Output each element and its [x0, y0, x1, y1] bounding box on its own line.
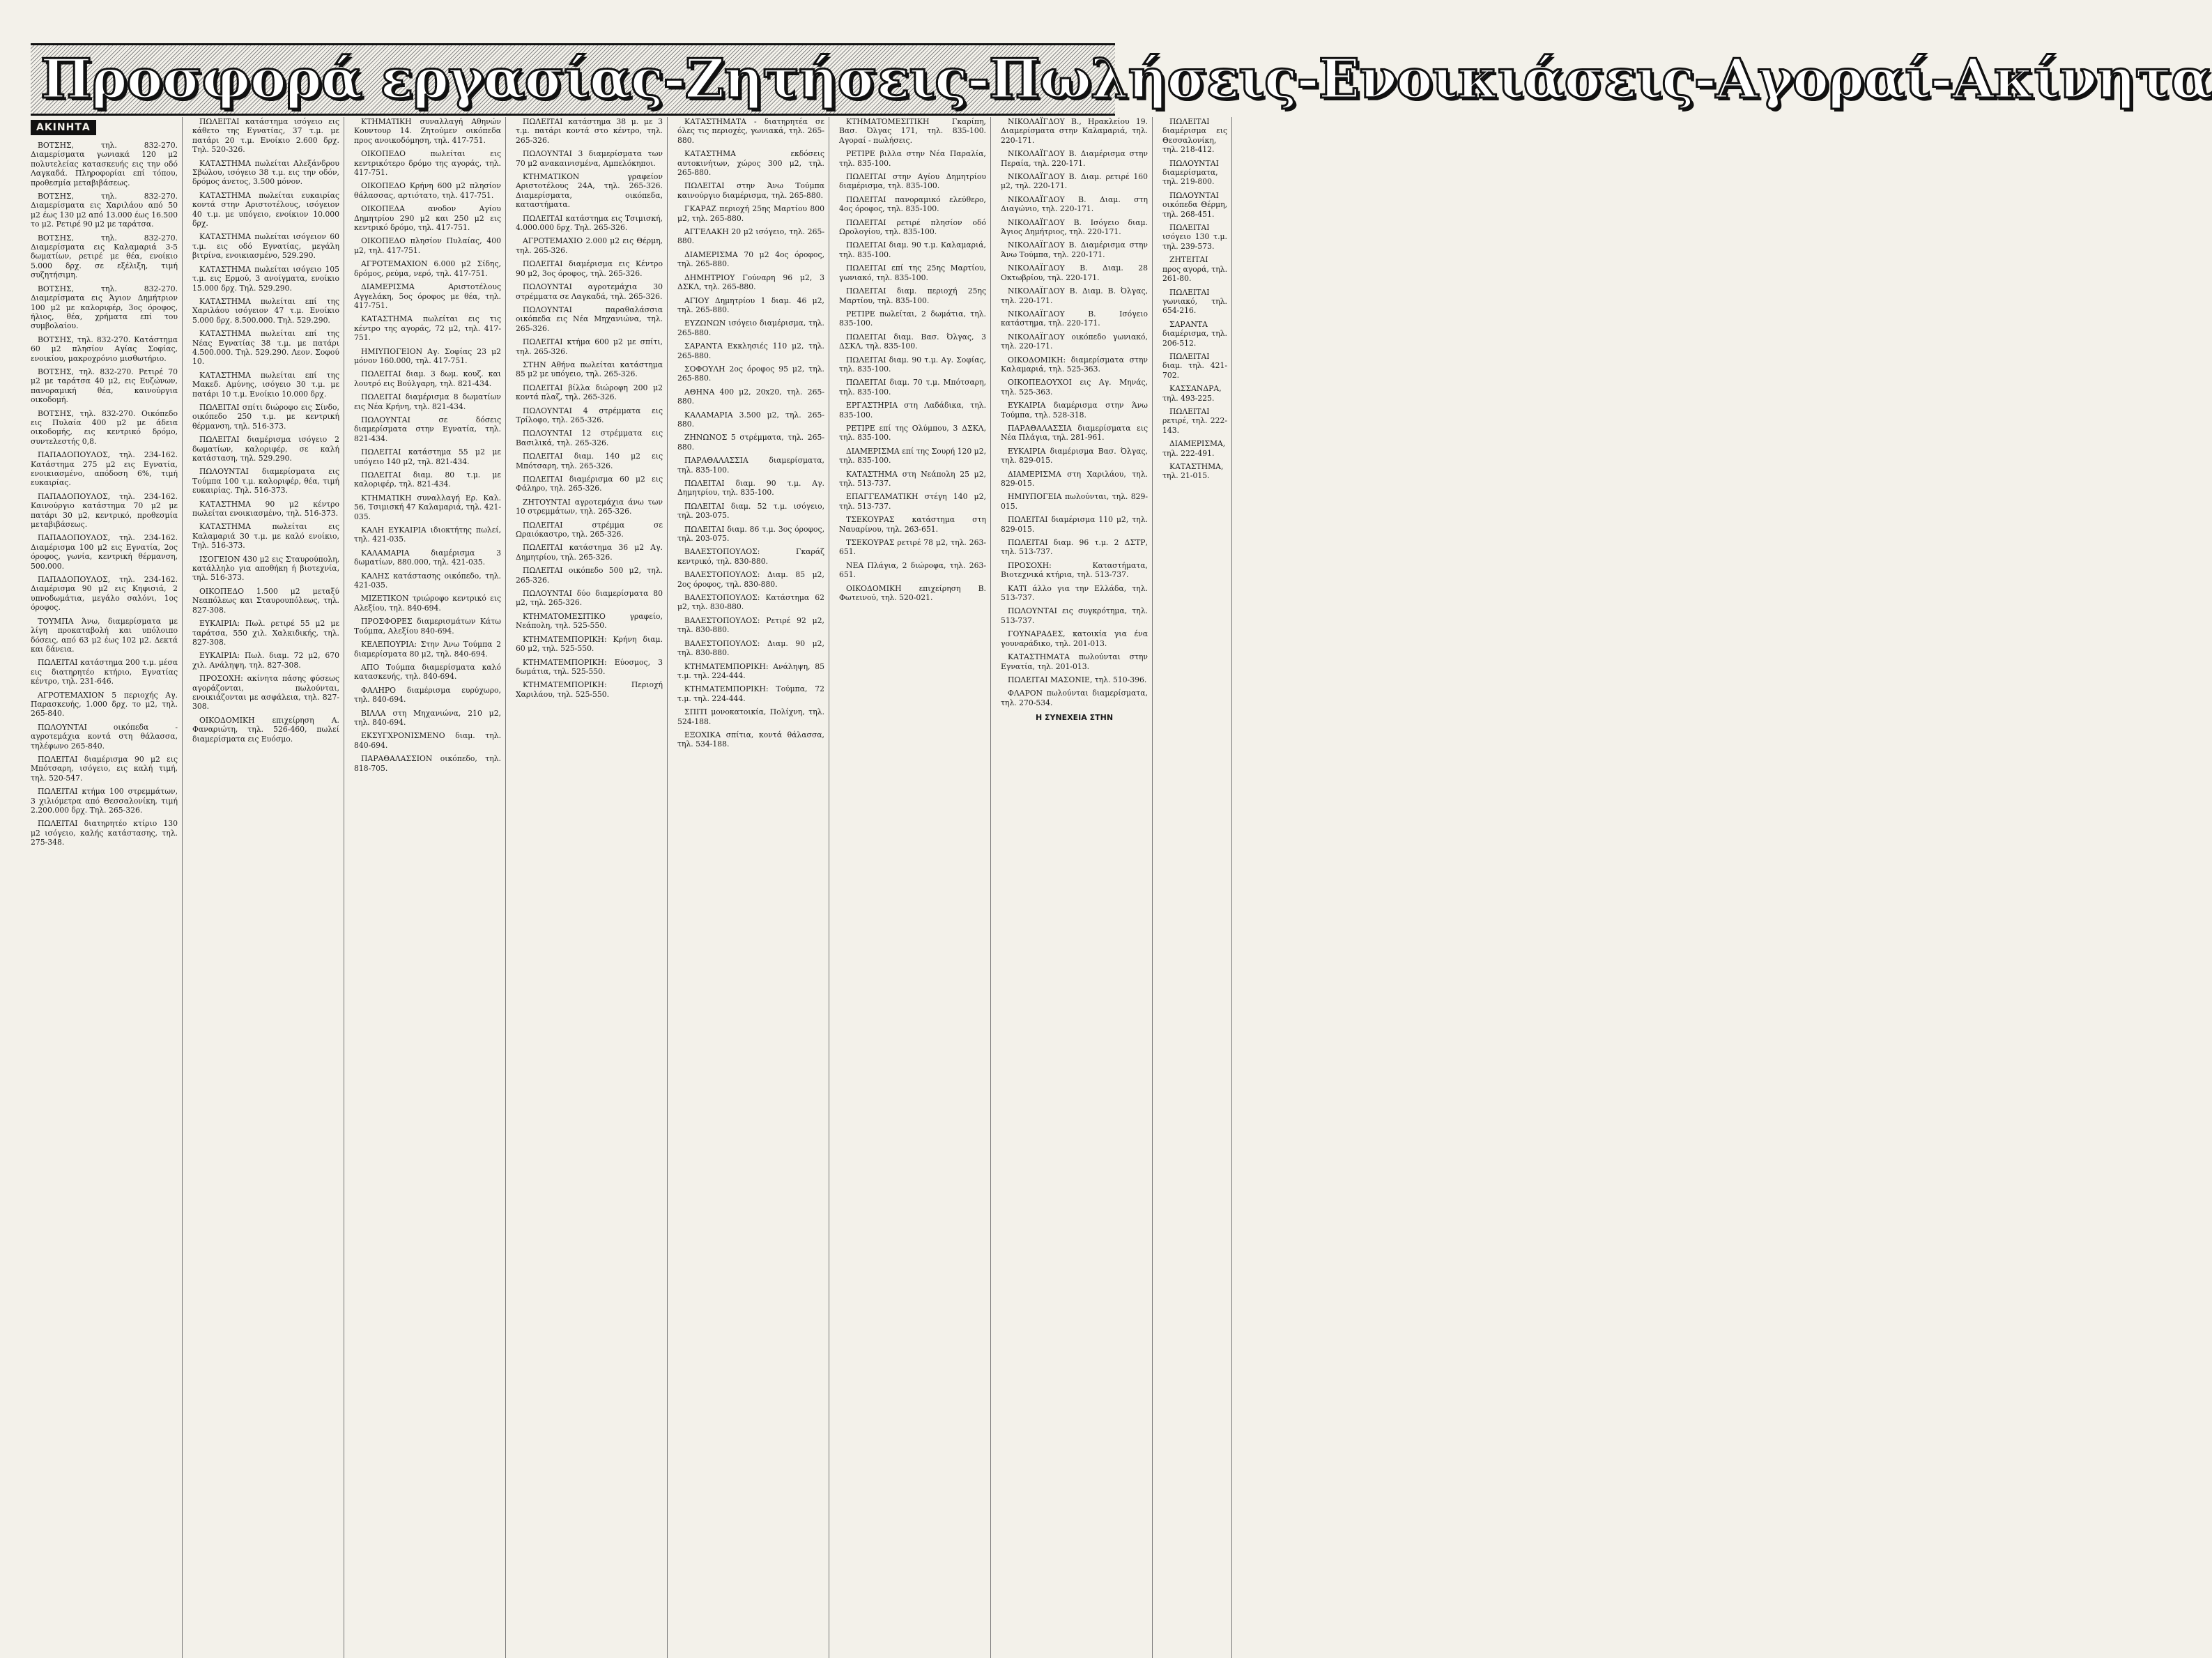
classified-ad: ΚΤΗΜΑΤΙΚΗ συναλλαγή Ερ. Καλ. 56, Τσιμισκή 47 Καλαμαριά, τηλ. 421-035.: [354, 493, 501, 521]
classified-ad: ΟΙΚΟΠΕΔΟΥΧΟΙ εις Αγ. Μηνάς, τηλ. 525-363.: [1001, 378, 1148, 397]
classified-ad: ΠΩΛΕΙΤΑΙ πανοραμικό ελεύθερο, 4ος όροφος, τηλ. 835-100.: [839, 194, 986, 214]
classified-ad: ΠΩΛΕΙΤΑΙ οικόπεδο 500 μ2, τηλ. 265-326.: [516, 566, 663, 585]
classified-ad: ΚΑΤΑΣΤΗΜΑ πωλείται επί της Χαριλάου ισόγειον 47 τ.μ. Ενοίκιο 5.000 δρχ. 8.500.000. Τηλ. 529.290.: [192, 296, 339, 325]
classified-ad: ΒΑΛΕΣΤΟΠΟΥΛΟΣ: Ρετιρέ 92 μ2, τηλ. 830-880.: [677, 615, 824, 635]
classified-ad: ΒΟΤΣΗΣ, τηλ. 832-270. Οικόπεδο εις Πυλαία 400 μ2 με άδεια οικοδομής, εις κεντρικό δρόμο, συντελεστής 0,8.: [31, 408, 178, 446]
classified-ad: ΚΑΛΑΜΑΡΙΑ 3.500 μ2, τηλ. 265-880.: [677, 410, 824, 429]
classified-ad: ΠΡΟΣΦΟΡΕΣ διαμερισμάτων Κάτω Τούμπα, Αλεξίου 840-694.: [354, 617, 501, 636]
classified-ad: ΠΩΛΕΙΤΑΙ κατάστημα εις Τσιμισκή, 4.000.000 δρχ. Τηλ. 265-326.: [516, 213, 663, 233]
classified-ad: ΑΓΓΕΛΑΚΗ 20 μ2 ισόγειο, τηλ. 265-880.: [677, 227, 824, 246]
classified-ad: ΚΑΤΑΣΤΗΜΑ πωλείται επί της Μακεδ. Αμύνης, ισόγειο 30 τ.μ. με πατάρι 10 τ.μ. Ενοίκιο 10.000 δρχ.: [192, 370, 339, 399]
classified-ad: ΠΩΛΟΥΝΤΑΙ παραθαλάσσια οικόπεδα εις Νέα Μηχανιώνα, τηλ. 265-326.: [516, 305, 663, 333]
classified-ad: ΔΙΑΜΕΡΙΣΜΑ Αριστοτέλους Αγγελάκη, 5ος όροφος με θέα, τηλ. 417-751.: [354, 282, 501, 310]
classified-ad: ΝΙΚΟΛΑΪΓΔΟΥ Β. Διαμ. Β. Όλγας, τηλ. 220-171.: [1001, 286, 1148, 305]
classified-ad: ΒΟΤΣΗΣ, τηλ. 832-270. Διαμερίσματα εις Καλαμαριά 3-5 δωματίων, ρετιρέ με θέα, ενοίκιο 5.000 δρχ. σε εξέλιξη, τιμή συζητήσιμη.: [31, 233, 178, 280]
classified-ad: ΠΩΛΕΙΤΑΙ διαμέρισμα ισόγειο 2 δωματίων, καλοριφέρ, σε καλή κατάσταση, τηλ. 529.290.: [192, 435, 339, 463]
classified-ad: ΠΑΠΑΔΟΠΟΥΛΟΣ, τηλ. 234-162. Διαμέρισμα 90 μ2 εις Κηφισιά, 2 υπνοδωμάτια, μεγάλο σαλόνι, 1ος όροφος.: [31, 575, 178, 613]
classified-ad: ΔΙΑΜΕΡΙΣΜΑ, τηλ. 222-491.: [1162, 439, 1226, 458]
classified-ad: ΒΟΤΣΗΣ, τηλ. 832-270. Διαμερίσματα εις Χαριλάου από 50 μ2 έως 130 μ2 από 13.000 έως 16.500 το μ2. Ρετιρέ 90 μ2 με ταράτσα.: [31, 192, 178, 229]
classified-ad: ΠΩΛΟΥΝΤΑΙ 12 στρέμματα εις Βασιλικά, τηλ. 265-326.: [516, 429, 663, 447]
classified-ad: ΠΩΛΕΙΤΑΙ διαμ. 3 δωμ. κουζ. και λουτρό εις Βούλγαρη, τηλ. 821-434.: [354, 369, 501, 388]
classified-ad: ΠΩΛΟΥΝΤΑΙ αγροτεμάχια 30 στρέμματα σε Λαγκαδά, τηλ. 265-326.: [516, 282, 663, 301]
classified-ad: ΒΑΛΕΣΤΟΠΟΥΛΟΣ: Διαμ. 90 μ2, τηλ. 830-880.: [677, 638, 824, 658]
classified-ad: ΠΩΛΕΙΤΑΙ ισόγειο 130 τ.μ. τηλ. 239-573.: [1162, 223, 1227, 251]
classified-ad: ΜΙΖΕΤΙΚΟΝ τριώροφο κεντρικό εις Αλεξίου, τηλ. 840-694.: [354, 594, 501, 613]
classified-ad: ΠΩΛΕΙΤΑΙ ρετιρέ πλησίον οδό Ωρολογίου, τηλ. 835-100.: [839, 217, 986, 237]
classified-ad: ΟΙΚΟΠΕΔΟ Κρήνη 600 μ2 πλησίον θάλασσας, αρτιότατο, τηλ. 417-751.: [354, 181, 501, 200]
classified-ad: ΝΙΚΟΛΑΪΓΔΟΥ Β. Διαμ. ρετιρέ 160 μ2, τηλ. 220-171.: [1001, 172, 1148, 191]
classified-ad: ΠΩΛΟΥΝΤΑΙ εις συγκρότημα, τηλ. 513-737.: [1001, 606, 1148, 625]
classified-ad: ΚΤΗΜΑΤΕΜΠΟΡΙΚΗ: Τούμπα, 72 τ.μ. τηλ. 224-444.: [677, 684, 824, 703]
classified-ad: ΟΙΚΟΠΕΔΟ πωλείται εις κεντρικότερο δρόμο της αγοράς, τηλ. 417-751.: [354, 149, 501, 178]
classified-ad: ΟΙΚΟΠΕΔΟ 1.500 μ2 μεταξύ Νεαπόλεως και Σταυρουπόλεως, τηλ. 827-308.: [192, 586, 339, 615]
classified-ad: ΔΙΑΜΕΡΙΣΜΑ επί της Σουρή 120 μ2, τηλ. 835-100.: [839, 446, 986, 466]
classified-ad: ΟΙΚΟΠΕΔΑ ανοδον Αγίου Δημητρίου 290 μ2 και 250 μ2 εις κεντρικό δρόμο, τηλ. 417-751.: [354, 204, 501, 233]
classified-ad: ΚΑΤΑΣΤΗΜΑ πωλείται επί της Νέας Εγνατίας 38 τ.μ. με πατάρι 4.500.000. Τηλ. 529.290. Λεον. Σοφού 10.: [192, 329, 339, 367]
classified-ad: ΕΠΑΓΓΕΛΜΑΤΙΚΗ στέγη 140 μ2, τηλ. 513-737.: [839, 492, 986, 511]
classified-ad: ΠΩΛΟΥΝΤΑΙ οικόπεδα Θέρμη, τηλ. 268-451.: [1162, 190, 1227, 219]
classified-column: [31, 117, 183, 1658]
classified-ad: ΚΤΗΜΑΤΕΜΠΟΡΙΚΗ: Περιοχή Χαριλάου, τηλ. 525-550.: [516, 680, 663, 699]
classified-ad: ΚΤΗΜΑΤΕΜΠΟΡΙΚΗ: Εύοσμος, 3 δωμάτια, τηλ. 525-550.: [516, 657, 663, 676]
classified-ad: ΒΑΛΕΣΤΟΠΟΥΛΟΣ: Διαμ. 85 μ2, 2ος όροφος, τηλ. 830-880.: [677, 570, 824, 589]
classified-ad: ΡΕΤΙΡΕ βιλλα στην Νέα Παραλία, τηλ. 835-100.: [839, 149, 986, 168]
classified-ad: ΠΩΛΕΙΤΑΙ γωνιακό, τηλ. 654-216.: [1162, 287, 1227, 316]
classified-column: [839, 117, 991, 1658]
classified-ad: ΠΩΛΕΙΤΑΙ διαμέρισμα 90 μ2 εις Μπότσαρη, ισόγειο, εις καλή τιμή, τηλ. 520-547.: [31, 754, 178, 783]
classified-ad: ΠΩΛΕΙΤΑΙ κατάστημα ισόγειο εις κάθετο της Εγνατίας, 37 τ.μ. με πατάρι 20 τ.μ. Ενοίκιο 2.600 δρχ. Τηλ. 520-326.: [192, 117, 339, 155]
classified-ad: ΦΑΛΗΡΟ διαμέρισμα ευρύχωρο, τηλ. 840-694.: [354, 685, 501, 705]
classified-ad: ΠΩΛΕΙΤΑΙ σπίτι διώροφο εις Σίνδο, οικόπεδο 250 τ.μ. με κεντρική θέρμανση, τηλ. 516-373.: [192, 402, 339, 431]
classified-ad: ΠΩΛΕΙΤΑΙ διαμ. 90 τ.μ. Καλαμαριά, τηλ. 835-100.: [839, 240, 986, 259]
classified-ad: ΣΑΡΑΝΤΑ διαμέρισμα, τηλ. 206-512.: [1162, 319, 1227, 348]
classified-ad: ΚΑΤΑΣΤΗΜΑ στη Νεάπολη 25 μ2, τηλ. 513-737.: [839, 469, 986, 488]
classified-ad: ΠΑΡΑΘΑΛΑΣΣΙΑ διαμερίσματα εις Νέα Πλάγια, τηλ. 281-961.: [1001, 423, 1148, 443]
classified-ad: ΕΥΚΑΙΡΙΑ διαμέρισμα στην Άνω Τούμπα, τηλ. 528-318.: [1001, 401, 1148, 420]
classified-ad: ΟΙΚΟΔΟΜΙΚΗ επιχείρηση Α. Φαναριώτη, τηλ. 526-460, πωλεί διαμερίσματα εις Ευόσμο.: [192, 715, 339, 744]
classified-ad: ΠΩΛΕΙΤΑΙ διαμ. 80 τ.μ. με καλοριφέρ, τηλ. 821-434.: [354, 470, 501, 489]
classified-ad: ΚΤΗΜΑΤΙΚΗ συναλλαγή Αθηνών Κουντουρ 14. Ζητούμεν οικόπεδα προς ανοικοδόμηση, τηλ. 417-751.: [354, 117, 501, 145]
classified-column: [516, 117, 668, 1658]
classified-ad: ΠΩΛΕΙΤΑΙ διαμ. 90 τ.μ. Αγ. Σοφίας, τηλ. 835-100.: [839, 355, 986, 374]
classified-ad: ΡΕΤΙΡΕ επί της Ολύμπου, 3 ΔΣΚΛ, τηλ. 835-100.: [839, 423, 986, 443]
classified-ad: ΚΑΤΑΣΤΗΜΑΤΑ πωλούνται στην Εγνατία, τηλ. 201-013.: [1001, 652, 1148, 671]
classified-ad: ΣΤΗΝ Αθήνα πωλείται κατάστημα 85 μ2 με υπόγειο, τηλ. 265-326.: [516, 360, 663, 379]
classified-ad: ΠΩΛΕΙΤΑΙ διαμέρισμα 8 δωματίων εις Νέα Κρήνη, τηλ. 821-434.: [354, 392, 501, 411]
classified-ad: ΒΟΤΣΗΣ, τηλ. 832-270. Διαμερίσματα γωνιακά 120 μ2 πολυτελείας κατασκευής εις την οδό Λαγκαδά. Πληροφορίαι επί τόπου, προθεσμία μεταβιβάσεως.: [31, 141, 178, 187]
classified-ad: ΠΩΛΕΙΤΑΙ βίλλα διώροφη 200 μ2 κοντά πλαζ, τηλ. 265-326.: [516, 383, 663, 402]
classified-ad: ΠΩΛΟΥΝΤΑΙ σε δόσεις διαμερίσματα στην Εγνατία, τηλ. 821-434.: [354, 415, 501, 443]
classified-ad: ΠΑΡΑΘΑΛΑΣΣΙΟΝ οικόπεδο, τηλ. 818-705.: [354, 754, 501, 773]
classified-ad: ΚΑΣΣΑΝΔΡΑ, τηλ. 493-225.: [1162, 384, 1222, 403]
classified-column: [1162, 117, 1232, 1658]
classified-ad: ΠΩΛΟΥΝΤΑΙ 4 στρέμματα εις Τρίλοφο, τηλ. 265-326.: [516, 406, 663, 424]
classified-ad: ΗΜΙΥΠΟΓΕΙΑ πωλούνται, τηλ. 829-015.: [1001, 492, 1148, 511]
classified-ad: ΚΑΤΑΣΤΗΜΑ 90 μ2 κέντρο πωλείται ενοικιασμένο, τηλ. 516-373.: [192, 499, 339, 519]
classified-ad: ΑΘΗΝΑ 400 μ2, 20x20, τηλ. 265-880.: [677, 387, 824, 406]
classified-ad: ΚΑΤΙ άλλο για την Ελλάδα, τηλ. 513-737.: [1001, 583, 1148, 603]
classified-ad: ΠΑΡΑΘΑΛΑΣΣΙΑ διαμερίσματα, τηλ. 835-100.: [677, 456, 824, 475]
classified-ad: ΠΩΛΕΙΤΑΙ διαμ. τηλ. 421-702.: [1162, 351, 1227, 380]
classified-ad: ΚΑΤΑΣΤΗΜΑΤΑ - διατηρητέα σε όλες τις περιοχές, γωνιακά, τηλ. 265-880.: [677, 117, 824, 145]
classified-ad: ΠΩΛΟΥΝΤΑΙ 3 διαμερίσματα των 70 μ2 ανακαινισμένα, Αμπελόκηποι.: [516, 149, 663, 168]
classified-ad: ΚΤΗΜΑΤΟΜΕΣΙΤΙΚΗ Γκαρίπη, Βασ. Όλγας 171, τηλ. 835-100. Αγοραί - πωλήσεις.: [839, 117, 986, 145]
classified-ad: ΑΠΟ Τούμπα διαμερίσματα καλό κατασκευής, τηλ. 840-694.: [354, 662, 501, 682]
classified-ad: ΕΚΣΥΓΧΡΟΝΙΣΜΕΝΟ διαμ. τηλ. 840-694.: [354, 731, 501, 750]
classified-ad: ΠΩΛΕΙΤΑΙ στρέμμα σε Ωραιόκαστρο, τηλ. 265-326.: [516, 520, 663, 539]
classified-ad: ΠΩΛΕΙΤΑΙ κτήμα 100 στρεμμάτων, 3 χιλιόμετρα από Θεσσαλονίκη, τιμή 2.200.000 δρχ. Τηλ. 265-326.: [31, 787, 178, 815]
classified-ad: ΗΜΙΥΠΟΓΕΙΟΝ Αγ. Σοφίας 23 μ2 μόνον 160.000, τηλ. 417-751.: [354, 346, 501, 365]
classified-ad: ΒΟΤΣΗΣ, τηλ. 832-270. Κατάστημα 60 μ2 πλησίον Αγίας Σοφίας, ενοικίου, μακροχρόνιο μισθωτήριο.: [31, 335, 178, 363]
classified-column: [354, 117, 506, 1658]
classified-ad: ΝΙΚΟΛΑΪΓΔΟΥ Β. Διαμ. στη Διαγώνιο, τηλ. 220-171.: [1001, 194, 1148, 214]
classified-ad: ΚΑΤΑΣΤΗΜΑ εκδόσεις αυτοκινήτων, χώρος 300 μ2, τηλ. 265-880.: [677, 149, 824, 178]
classified-ad: ΠΩΛΕΙΤΑΙ στην Άνω Τούμπα καινούργιο διαμέρισμα, τηλ. 265-880.: [677, 181, 824, 200]
classified-ad: ΤΣΕΚΟΥΡΑΣ κατάστημα στη Ναυαρίνου, τηλ. 263-651.: [839, 515, 986, 534]
classified-ad: ΠΩΛΕΙΤΑΙ διαμ. 140 μ2 εις Μπότσαρη, τηλ. 265-326.: [516, 452, 663, 470]
classified-ad: ΖΗΤΕΙΤΑΙ προς αγορά, τηλ. 261-80.: [1162, 255, 1227, 284]
classified-header-title: Προσφορά εργασίας-Ζητήσεις-Πωλήσεις-Ενοικιάσεις-Αγοραί-Ακίνητα: [40, 47, 2212, 111]
classified-ad: ΙΣΟΓΕΙΟΝ 430 μ2 εις Σταυρούπολη, κατάλληλο για αποθήκη ή βιοτεχνία, τηλ. 516-373.: [192, 554, 339, 583]
classified-ad: ΠΩΛΕΙΤΑΙ κατάστημα 55 μ2 με υπόγειο 140 μ2, τηλ. 821-434.: [354, 447, 501, 466]
classified-ad: ΤΣΕΚΟΥΡΑΣ ρετιρέ 78 μ2, τηλ. 263-651.: [839, 538, 986, 557]
classified-ad: ΡΕΤΙΡΕ πωλείται, 2 δωμάτια, τηλ. 835-100.: [839, 309, 986, 328]
classified-ad: ΠΩΛΕΙΤΑΙ ρετιρέ, τηλ. 222-143.: [1162, 406, 1227, 435]
classified-ad: ΚΤΗΜΑΤΕΜΠΟΡΙΚΗ: Κρήνη διαμ. 60 μ2, τηλ. 525-550.: [516, 634, 663, 654]
classified-ad: ΠΩΛΟΥΝΤΑΙ διαμερίσματα εις Τούμπα 100 τ.μ. καλοριφέρ, θέα, τιμή ευκαιρίας. Τηλ. 516-373.: [192, 467, 339, 496]
classified-ad: ΝΙΚΟΛΑΪΓΔΟΥ Β. Ισόγειο διαμ. Άγιος Δημήτριος, τηλ. 220-171.: [1001, 217, 1148, 237]
classified-ad: ΠΩΛΟΥΝΤΑΙ δύο διαμερίσματα 80 μ2, τηλ. 265-326.: [516, 589, 663, 608]
classified-ad: ΑΓΙΟΥ Δημητρίου 1 διαμ. 46 μ2, τηλ. 265-880.: [677, 295, 824, 314]
classified-ad: ΠΩΛΟΥΝΤΑΙ διαμερίσματα, τηλ. 219-800.: [1162, 158, 1219, 187]
classified-ad: ΠΩΛΕΙΤΑΙ κατάστημα 38 μ. με 3 τ.μ. πατάρι κοντά στο κέντρο, τηλ. 265-326.: [516, 117, 663, 145]
classified-ad: ΚΑΤΑΣΤΗΜΑ, τηλ. 21-015.: [1162, 462, 1224, 481]
classified-ad: ΠΩΛΕΙΤΑΙ στην Αγίου Δημητρίου διαμέρισμα, τηλ. 835-100.: [839, 172, 986, 191]
classified-ad: ΕΞΟΧΙΚΑ σπίτια, κοντά θάλασσα, τηλ. 534-188.: [677, 730, 824, 749]
classified-ad: ΝΕΑ Πλάγια, 2 διώροφα, τηλ. 263-651.: [839, 560, 986, 580]
classified-ad: ΠΩΛΕΙΤΑΙ διαμ. 90 τ.μ. Αγ. Δημητρίου, τηλ. 835-100.: [677, 479, 824, 498]
classified-ad: ΠΡΟΣΟΧΗ: Καταστήματα, Βιοτεχνικά κτήρια, τηλ. 513-737.: [1001, 560, 1148, 580]
classified-column: [677, 117, 829, 1658]
classified-ad: ΚΑΤΑΣΤΗΜΑ πωλείται ισόγειο 105 τ.μ. εις Ερμού, 3 ανοίγματα, ενοίκιο 15.000 δρχ. Τηλ. 529.290.: [192, 264, 339, 293]
classified-ad: ΠΩΛΕΙΤΑΙ διαμέρισμα εις Κέντρο 90 μ2, 3ος όροφος, τηλ. 265-326.: [516, 259, 663, 278]
classified-column: [192, 117, 344, 1658]
classified-ad: ΕΥΚΑΙΡΙΑ: Πωλ. διαμ. 72 μ2, 670 χιλ. Ανάληψη, τηλ. 827-308.: [192, 651, 339, 670]
classified-ad: ΕΥΚΑΙΡΙΑ: Πωλ. ρετιρέ 55 μ2 με ταράτσα, 550 χιλ. Χαλκιδικής, τηλ. 827-308.: [192, 619, 339, 647]
classified-ad: ΠΩΛΕΙΤΑΙ διατηρητέο κτίριο 130 μ2 ισόγειο, καλής κατάστασης, τηλ. 275-348.: [31, 819, 178, 847]
classified-ad: ΚΕΛΕΠΟΥΡΙΑ: Στην Άνω Τούμπα 2 διαμερίσματα 80 μ2, τηλ. 840-694.: [354, 640, 501, 659]
classified-ad: ΕΥΖΩΝΩΝ ισόγειο διαμέρισμα, τηλ. 265-880.: [677, 318, 824, 337]
classified-ad: ΠΩΛΕΙΤΑΙ ΜΑΣΟΝΙΕ, τηλ. 510-396.: [1008, 675, 1147, 684]
classified-ad: ΣΑΡΑΝΤΑ Εκκλησιές 110 μ2, τηλ. 265-880.: [677, 341, 824, 360]
classified-ad: ΝΙΚΟΛΑΪΓΔΟΥ Β. Διαμέρισμα στην Άνω Τούμπα, τηλ. 220-171.: [1001, 240, 1148, 259]
classified-ad: ΓΟΥΝΑΡΑΔΕΣ, κατοικία για ένα γουναράδικο, τηλ. 201-013.: [1001, 629, 1148, 648]
classified-ad: ΔΗΜΗΤΡΙΟΥ Γούναρη 96 μ2, 3 ΔΣΚΛ, τηλ. 265-880.: [677, 273, 824, 292]
classified-ad: ΟΙΚΟΔΟΜΙΚΗ επιχείρηση Β. Φωτεινού, τηλ. 520-021.: [839, 583, 986, 603]
classified-ad: ΔΙΑΜΕΡΙΣΜΑ 70 μ2 4ος όροφος, τηλ. 265-880.: [677, 250, 824, 269]
classified-ad: ΕΡΓΑΣΤΗΡΙΑ στη Λαδάδικα, τηλ. 835-100.: [839, 401, 986, 420]
classified-ad: ΒΟΤΣΗΣ, τηλ. 832-270. Ρετιρέ 70 μ2 με ταράτσα 40 μ2, εις Ευζώνων, πανοραμική θέα, καινούργια οικοδομή.: [31, 367, 178, 405]
classified-ad: ΒΟΤΣΗΣ, τηλ. 832-270. Διαμερίσματα εις Άγιον Δημήτριον 100 μ2 με καλοριφέρ, 3ος όροφος, ήλιος, θέα, χρήματα επί του συμβολαίου.: [31, 284, 178, 331]
classified-ad: ΚΤΗΜΑΤΕΜΠΟΡΙΚΗ: Ανάληψη, 85 τ.μ. τηλ. 224-444.: [677, 661, 824, 680]
classified-ad: ΚΑΤΑΣΤΗΜΑ πωλείται ευκαιρίας κοντά στην Αριστοτέλους, ισόγειον 40 τ.μ. με υπόγειο, ενοίκιον 10.000 δρχ.: [192, 190, 339, 229]
classified-header-banner: [31, 43, 2212, 116]
classified-ad: ΠΩΛΕΙΤΑΙ κατάστημα 200 τ.μ. μέσα εις διατηρητέο κτήριο, Εγνατίας κέντρο, τηλ. 231-646.: [31, 658, 178, 686]
classified-ad: ΑΓΡΟΤΕΜΑΧΙΟΝ 5 περιοχής Αγ. Παρασκευής, 1.000 δρχ. το μ2, τηλ. 265-840.: [31, 690, 178, 719]
classified-ad: ΠΩΛΕΙΤΑΙ διαμέρισμα 60 μ2 εις Φάληρο, τηλ. 265-326.: [516, 475, 663, 493]
classified-ad: ΒΙΛΛΑ στη Μηχανιώνα, 210 μ2, τηλ. 840-694.: [354, 708, 501, 727]
classified-ad: ΠΩΛΕΙΤΑΙ διαμ. 96 τ.μ. 2 ΔΣΤΡ, τηλ. 513-737.: [1001, 538, 1148, 557]
classified-ad: ΤΟΥΜΠΑ Άνω, διαμερίσματα με λίγη προκαταβολή και υπόλοιπο δόσεις, από 63 μ2 έως 102 μ2. Δεκτά και δάνεια.: [31, 616, 178, 654]
classified-column: [1001, 117, 1153, 1658]
section-label: ΑΚΙΝΗΤΑ: [31, 120, 96, 135]
classified-ad: ΓΚΑΡΑΖ περιοχή 25ης Μαρτίου 800 μ2, τηλ. 265-880.: [677, 204, 824, 223]
classified-ad: ΠΩΛΕΙΤΑΙ διαμ. 86 τ.μ. 3ος όροφος, τηλ. 203-075.: [677, 524, 824, 544]
classified-ad: ΟΙΚΟΔΟΜΙΚΗ: διαμερίσματα στην Καλαμαριά, τηλ. 525-363.: [1001, 355, 1148, 374]
classified-ad: ΚΑΛΗΣ κατάστασης οικόπεδο, τηλ. 421-035.: [354, 571, 501, 590]
classified-ad: ΠΩΛΕΙΤΑΙ διαμ. 52 τ.μ. ισόγειο, τηλ. 203-075.: [677, 501, 824, 521]
classified-ad: ΟΙΚΟΠΕΔΟ πλησίον Πυλαίας, 400 μ2, τηλ. 417-751.: [354, 236, 501, 255]
classified-ad: ΣΠΙΤΙ μονοκατοικία, Πολίχνη, τηλ. 524-188.: [677, 707, 824, 726]
classified-ad: ΚΑΤΑΣΤΗΜΑ πωλείται εις τις κέντρο της αγοράς, 72 μ2, τηλ. 417-751.: [354, 314, 501, 343]
classified-ad: ΚΑΤΑΣΤΗΜΑ πωλείται ισόγειον 60 τ.μ. εις οδό Εγνατίας, μεγάλη βιτρίνα, ενοικιασμένο, 529.290.: [192, 232, 339, 261]
classified-columns: [31, 117, 1227, 1658]
classified-ad: ΠΩΛΕΙΤΑΙ διαμ. 70 τ.μ. Μπότσαρη, τηλ. 835-100.: [839, 378, 986, 397]
classified-ad: ΠΩΛΕΙΤΑΙ διαμ. Βασ. Όλγας, 3 ΔΣΚΛ, τηλ. 835-100.: [839, 332, 986, 351]
classified-ad: ΚΑΤΑΣΤΗΜΑ πωλείται Αλεξάνδρου Σβώλου, ισόγειο 38 τ.μ. εις την οδόν, δρόμος άνετος, 3.500 μόνον.: [192, 158, 339, 187]
classified-ad: ΒΑΛΕΣΤΟΠΟΥΛΟΣ: Γκαράζ κεντρικό, τηλ. 830-880.: [677, 547, 824, 566]
classified-ad: ΠΩΛΕΙΤΑΙ κατάστημα 36 μ2 Αγ. Δημητρίου, τηλ. 265-326.: [516, 543, 663, 562]
classified-ad: ΚΤΗΜΑΤΟΜΕΣΙΤΙΚΟ γραφείο, Νεάπολη, τηλ. 525-550.: [516, 611, 663, 631]
classified-ad: ΖΗΤΟΥΝΤΑΙ αγροτεμάχια άνω των 10 στρεμμάτων, τηλ. 265-326.: [516, 497, 663, 516]
classified-ad: ΣΟΦΟΥΛΗ 2ος όροφος 95 μ2, τηλ. 265-880.: [677, 364, 824, 383]
classified-ad: ΚΑΛΗ ΕΥΚΑΙΡΙΑ ιδιοκτήτης πωλεί, τηλ. 421-035.: [354, 525, 501, 544]
classified-ad: ΝΙΚΟΛΑΪΓΔΟΥ Β., Ηρακλείου 19. Διαμερίσματα στην Καλαμαριά, τηλ. 220-171.: [1001, 117, 1148, 145]
classified-ad: ΝΙΚΟΛΑΪΓΔΟΥ οικόπεδο γωνιακό, τηλ. 220-171.: [1001, 332, 1148, 351]
classified-ad: ΠΑΠΑΔΟΠΟΥΛΟΣ, τηλ. 234-162. Κατάστημα 275 μ2 εις Εγνατία, ενοικιασμένο, απόδοση 6%, τιμή ευκαιρίας.: [31, 450, 178, 488]
classified-ad: ΝΙΚΟΛΑΪΓΔΟΥ Β. Διαμέρισμα στην Περαία, τηλ. 220-171.: [1001, 149, 1148, 168]
classified-ad: ΠΩΛΕΙΤΑΙ διαμέρισμα 110 μ2, τηλ. 829-015.: [1001, 515, 1148, 534]
classified-ad: ΠΡΟΣΟΧΗ: ακίνητα πάσης φύσεως αγοράζονται, πωλούνται, ενοικιάζονται με ασφάλεια, τηλ. 827-308.: [192, 674, 339, 712]
classified-ad: ΠΑΠΑΔΟΠΟΥΛΟΣ, τηλ. 234-162. Διαμέρισμα 100 μ2 εις Εγνατία, 2ος όροφος, γωνία, κεντρική θέρμανση, 500.000.: [31, 533, 178, 571]
classified-ad: ΒΑΛΕΣΤΟΠΟΥΛΟΣ: Κατάστημα 62 μ2, τηλ. 830-880.: [677, 593, 824, 612]
classified-ad: ΠΩΛΕΙΤΑΙ διαμ. περιοχή 25ης Μαρτίου, τηλ. 835-100.: [839, 286, 986, 305]
classified-ad: ΖΗΝΩΝΟΣ 5 στρέμματα, τηλ. 265-880.: [677, 433, 824, 452]
classified-ad: ΠΩΛΟΥΝΤΑΙ οικόπεδα - αγροτεμάχια κοντά στη θάλασσα, τηλέφωνο 265-840.: [31, 722, 178, 751]
classified-ad: ΔΙΑΜΕΡΙΣΜΑ στη Χαριλάου, τηλ. 829-015.: [1001, 469, 1148, 488]
classified-ad: ΠΑΠΑΔΟΠΟΥΛΟΣ, τηλ. 234-162. Καινούργιο κατάστημα 70 μ2 με πατάρι 30 μ2, κεντρικό, προθεσμία μεταβιβάσεως.: [31, 491, 178, 530]
classified-ad: ΕΥΚΑΙΡΙΑ διαμέρισμα Βασ. Όλγας, τηλ. 829-015.: [1001, 446, 1148, 466]
classified-ad: ΝΙΚΟΛΑΪΓΔΟΥ Β. Διαμ. 28 Οκτωβρίου, τηλ. 220-171.: [1001, 263, 1148, 282]
classified-ad: ΦΛΑΡΟΝ πωλούνται διαμερίσματα, τηλ. 270-534.: [1001, 689, 1148, 707]
continued-note: Η ΣΥΝΕΧΕΙΑ ΣΤΗΝ: [1035, 713, 1114, 723]
classified-ad: ΠΩΛΕΙΤΑΙ επί της 25ης Μαρτίου, γωνιακό, τηλ. 835-100.: [839, 263, 986, 282]
classified-ad: ΚΑΛΑΜΑΡΙΑ διαμέρισμα 3 δωματίων, 880.000, τηλ. 421-035.: [354, 548, 501, 567]
classified-ad: ΠΩΛΕΙΤΑΙ διαμέρισμα εις Θεσσαλονίκη, τηλ. 218-412.: [1162, 117, 1227, 155]
classified-ad: ΝΙΚΟΛΑΪΓΔΟΥ Β. Ισόγειο κατάστημα, τηλ. 220-171.: [1001, 309, 1148, 328]
classified-ad: ΠΩΛΕΙΤΑΙ κτήμα 600 μ2 με σπίτι, τηλ. 265-326.: [516, 337, 663, 356]
classified-ad: ΑΓΡΟΤΕΜΑΧΙΟΝ 6.000 μ2 Σίδης, δρόμος, ρεύμα, νερό, τηλ. 417-751.: [354, 259, 501, 278]
classified-ad: ΚΤΗΜΑΤΙΚΟΝ γραφείον Αριστοτέλους 24Α, τηλ. 265-326. Διαμερίσματα, οικόπεδα, καταστήματα.: [516, 172, 663, 210]
classified-ad: ΑΓΡΟΤΕΜΑΧΙΟ 2.000 μ2 εις Θέρμη, τηλ. 265-326.: [516, 236, 663, 255]
classified-ad: ΚΑΤΑΣΤΗΜΑ πωλείται εις Καλαμαριά 30 τ.μ. με καλό ενοίκιο, Τηλ. 516-373.: [192, 522, 339, 551]
